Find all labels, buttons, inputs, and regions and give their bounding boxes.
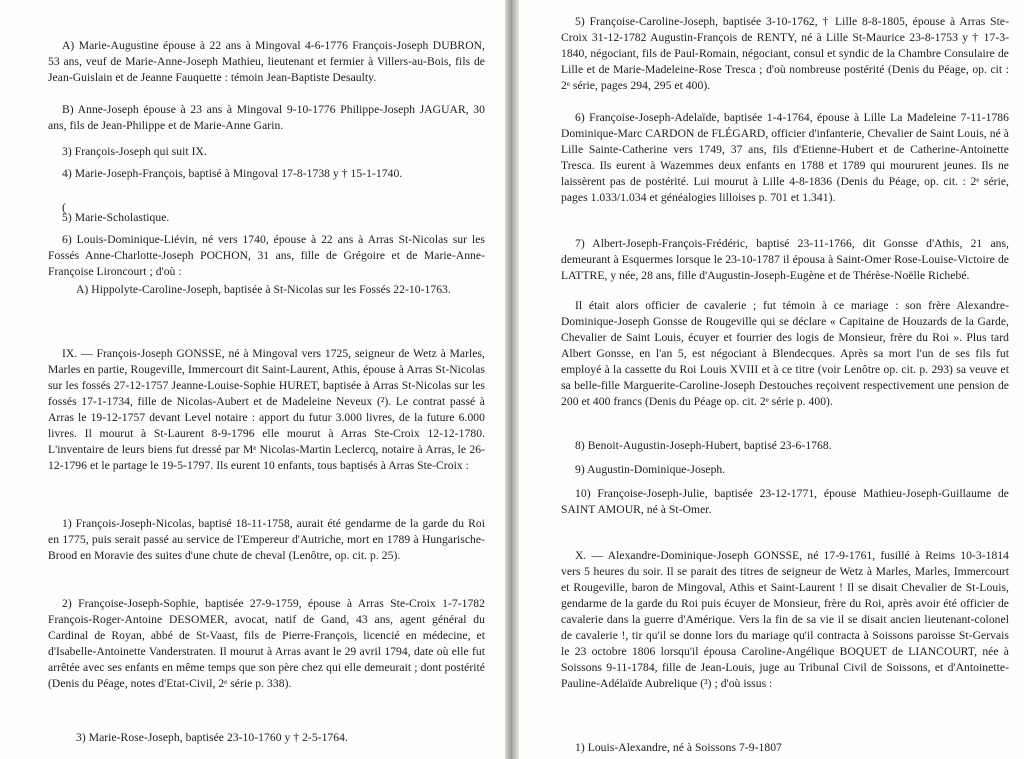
- left-page: [0, 0, 505, 759]
- book-gutter: [505, 0, 519, 759]
- right-page: [519, 0, 1024, 759]
- right-paragraph-3: 7) Albert-Joseph-François-Frédéric, baptisé 23-11-1766, dit Gonsse d'Athis, 21 ans, demeurant à Esquermes lorsque le 23-10-1787 il épousa à Saint-Omer Rose-Louise-Victoire de LATTRE, y née, 28 ans, fille d'Augustin-Joseph-Eugène et de Thérèse-Noëlle Richebé.: [561, 237, 1009, 282]
- left-paragraph-3: 3) François-Joseph qui suit IX.: [62, 145, 207, 158]
- right-paragraph-4: Il était alors officier de cavalerie ; fut témoin à ce mariage : son frère Alexandre-Dominique-Joseph Gonsse de Rougeville qui se déclare « Capitaine de Houzards de la Garde, Chevalier de Saint Louis, écuyer et fourrier des logis de Monsieur, frère du Roi ». Plus tard Albert Gonsse, en l'an 5, est négociant à Blendecques. Après sa mort l'un de ses fils fut employé à la cassette du Roi Louis XVIII et à ce titre (voir Lenôtre op. cit. p. 293) sa veuve et sa belle-fille Marguerite-Caroline-Joseph Destouches reçoivent respectivement une pension de 200 et 400 francs (Denis du Péage op. cit. 2ᵉ série p. 400).: [561, 299, 1009, 408]
- right-paragraph-7: 10) Françoise-Joseph-Julie, baptisée 23-12-1771, épouse Mathieu-Joseph-Guillaume de SAINT AMOUR, né à St-Omer.: [561, 487, 1009, 516]
- right-paragraph-9: 1) Louis-Alexandre, né à Soissons 7-9-1807: [575, 741, 782, 754]
- right-paragraph-8: X. — Alexandre-Dominique-Joseph GONSSE, né 17-9-1761, fusillé à Reims 10-3-1814 vers 5 heures du soir. Il se parait des titres de seigneur de Wetz à Marles, Marles, Immercourt et Rougeville, baron de Mingoval, Athis et Saint-Laurent ! Il se disait Chevalier de St-Louis, gendarme de la garde du Roi puis écuyer de Monsieur, frère du Roi, après avoir été officier de cavalerie dans la guerre d'Amérique. Vers la fin de sa vie il se disait ancien lieutenant-colonel de cavalerie !, tir qu'il se donne lors du mariage qu'il contracta à Soissons paroisse St-Gervais le 23 octobre 1806 lorsqu'il épousa Caroline-Angélique BOQUET de LIANCOURT, née à Soissons 9-11-1784, fille de Jean-Louis, juge au Tribunal Civil de Soissons, et d'Antoinette-Pauline-Adélaïde Aubrelique (³) ; d'où issus :: [561, 549, 1009, 690]
- left-paragraph-11: 3) Marie-Rose-Joseph, baptisée 23-10-1760 y † 2-5-1764.: [76, 731, 348, 744]
- right-paragraph-5: 8) Benoit-Augustin-Joseph-Hubert, baptisé 23-6-1768.: [575, 439, 832, 452]
- left-paragraph-7: A) Hippolyte-Caroline-Joseph, baptisée à St-Nicolas sur les Fossés 22-10-1763.: [76, 283, 451, 296]
- right-paragraph-6: 9) Augustin-Dominique-Joseph.: [575, 463, 726, 476]
- left-paragraph-2: B) Anne-Joseph épouse à 23 ans à Mingoval 9-10-1776 Philippe-Joseph JAGUAR, 30 ans, fils de Jean-Philippe et de Marie-Anne Garin.: [48, 103, 485, 132]
- left-paragraph-6: 6) Louis-Dominique-Liévin, né vers 1740, épouse à 22 ans à Arras St-Nicolas sur les Fossés Anne-Charlotte-Joseph POCHON, 31 ans, fille de Grégoire et de Marie-Anne-Françoise Lironcourt ; d'où :: [48, 233, 485, 278]
- left-paragraph-5: 5) Marie-Scholastique.: [62, 211, 170, 224]
- stray-mark: (: [62, 200, 66, 214]
- left-paragraph-1: A) Marie-Augustine épouse à 22 ans à Mingoval 4-6-1776 François-Joseph DUBRON, 53 ans, veuf de Marie-Anne-Joseph Mathieu, lieutenant et fermier à Villers-au-Bois, fils de Jean-Guislain et de Jeanne Fauquette : témoin Jean-Baptiste Desaulty.: [48, 39, 485, 84]
- left-paragraph-8: IX. — François-Joseph GONSSE, né à Mingoval vers 1725, seigneur de Wetz à Marles, Marles en partie, Rougeville, Immercourt dit Saint-Laurent, Athis, épouse à Arras St-Nicolas sur les fossés 27-12-1757 Jeanne-Louise-Sophie HURET, baptisée à Arras St-Nicolas sur les fossés 17-1-1734, fille de Nicolas-Aubert et de Madeleine Neveux (²). Le contrat passé à Arras le 19-12-1757 devant Level notaire : apport du futur 3.000 livres, de la future 6.000 livres. Il mourut à St-Laurent 8-9-1796 elle mourut à Arras Ste-Croix 12-12-1780. L'inventaire de leurs biens fut dressé par Mᵉ Nicolas-Martin Leclercq, notaire à Arras, le 26-12-1796 et le partage le 19-5-1797. Ils eurent 10 enfants, tous baptisés à Arras Ste-Croix :: [48, 347, 485, 472]
- left-paragraph-9: 1) François-Joseph-Nicolas, baptisé 18-11-1758, aurait été gendarme de la garde du Roi en 1775, puis serait passé au service de l'Empereur d'Autriche, mort en 1789 à Hungarische-Brood en Moravie des suites d'une chute de cheval (Lenôtre, op. cit. p. 25).: [48, 517, 485, 562]
- left-paragraph-10: 2) Françoise-Joseph-Sophie, baptisée 27-9-1759, épouse à Arras Ste-Croix 1-7-1782 François-Roger-Antoine DESOMER, avocat, natif de Gand, 43 ans, agent général du Cardinal de Royan, abbé de St-Vaast, fils de Pierre-François, licencié en médecine, et d'Isabelle-Antoinette Vanderstraten. Il mourut à Arras avant le 29 avril 1794, date où elle fut arrêtée avec ses enfants en même temps que son père chez qui elle demeurait ; dont postérité (Denis du Péage, notes d'Etat-Civil, 2ᵉ série p. 338).: [48, 597, 485, 690]
- right-paragraph-1: 5) Françoise-Caroline-Joseph, baptisée 3-10-1762, † Lille 8-8-1805, épouse à Arras Ste-Croix 31-12-1782 Augustin-François de RENTY, né à Lille St-Maurice 23-8-1753 y † 17-3-1840, négociant, fils de Paul-Romain, négociant, consul et syndic de la Chambre Consulaire de Lille et de Marie-Madeleine-Rose Tresca ; d'où nombreuse postérité (Denis du Péage, op. cit : 2ᵉ série, pages 294, 295 et 400).: [561, 15, 1009, 92]
- left-paragraph-4: 4) Marie-Joseph-François, baptisé à Mingoval 17-8-1738 y † 15-1-1740.: [62, 167, 403, 180]
- right-paragraph-2: 6) Françoise-Joseph-Adelaïde, baptisée 1-4-1764, épouse à Lille La Madeleine 7-11-1786 Dominique-Marc CARDON de FLÉGARD, officier d'infanterie, Chevalier de Saint Louis, né à Lille Sainte-Catherine vers 1749, 37 ans, fils d'Etienne-Hubert et de Catherine-Antoinette Tresca. Ils eurent à Wazemmes deux enfants en 1788 et 1789 qui moururent jeunes. Ils ne laissèrent pas de postérité. Lui mourut à Lille 4-8-1836 (Denis du Péage, op. cit. : 2ᵉ série, pages 1.033/1.034 et généalogies lilloises p. 701 et 1.341).: [561, 111, 1009, 204]
